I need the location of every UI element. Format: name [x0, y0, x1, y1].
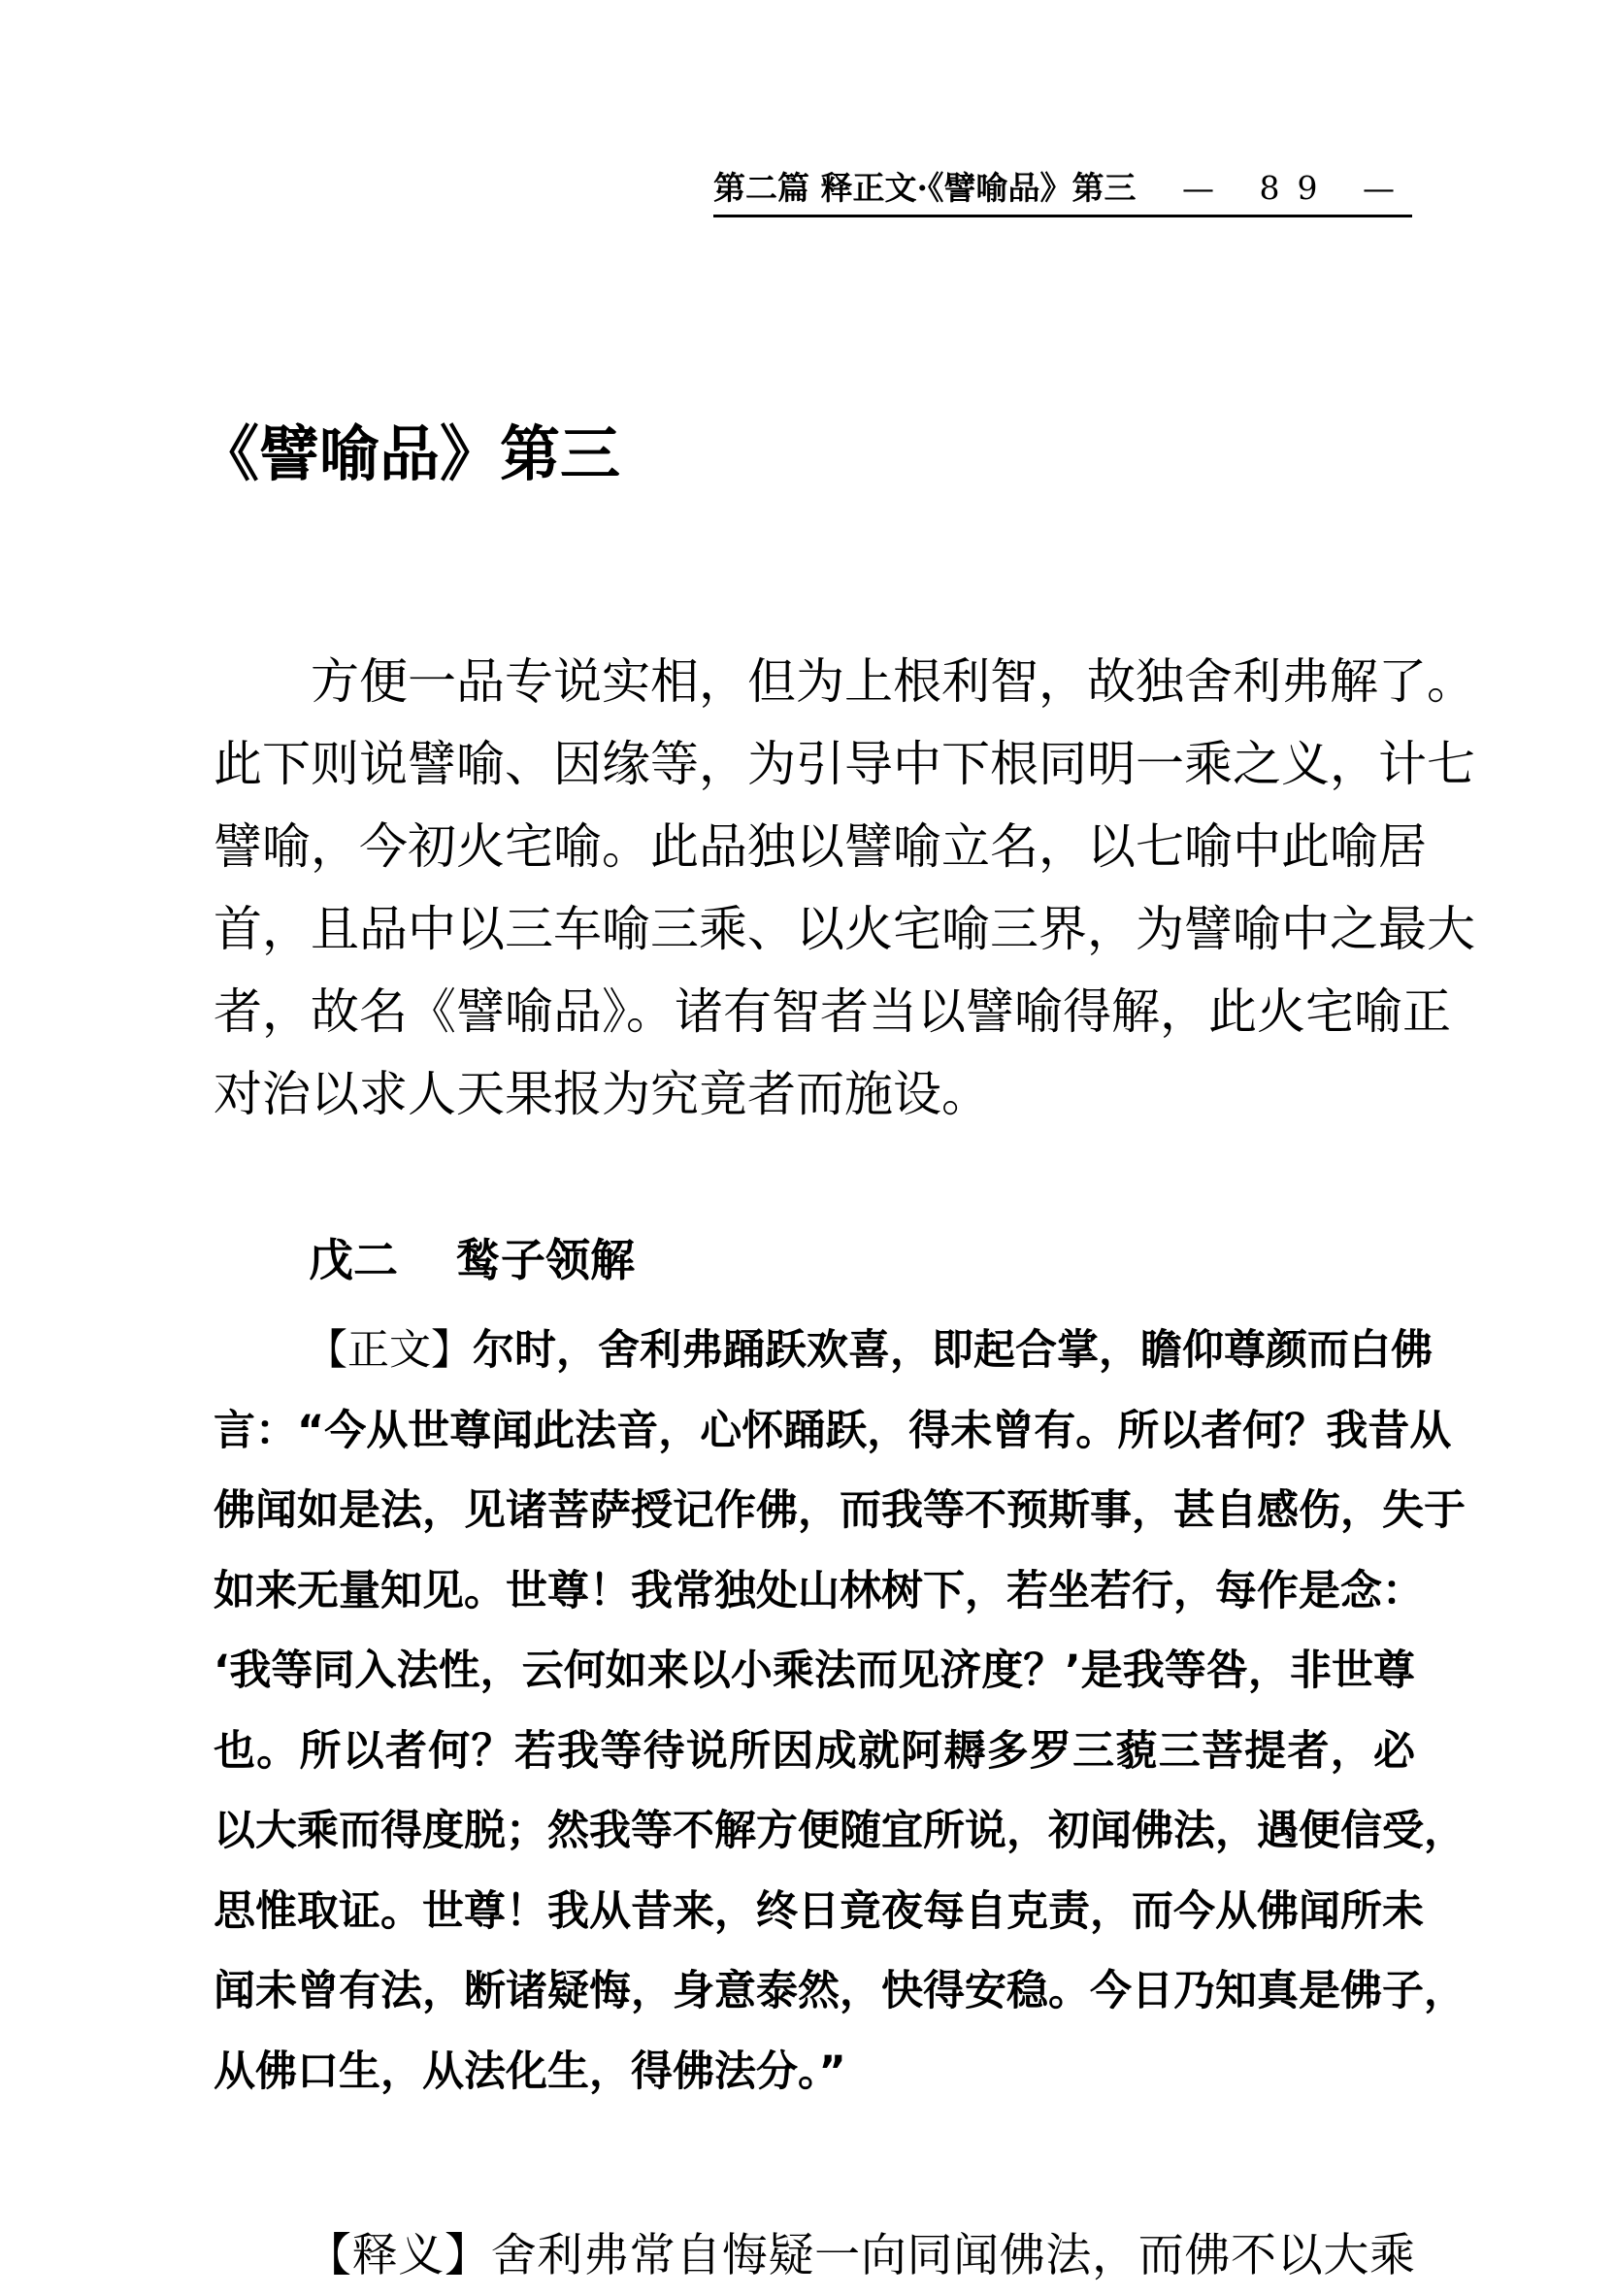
text-line: 言：“今从世尊闻此法音，心怀踊跃，得未曾有。所以者何？我昔从	[214, 1406, 1452, 1455]
text-line	[214, 2216, 1415, 2296]
shiyi-tag: 【释义】	[306, 2229, 491, 2282]
text-line: 闻未曾有法，断诸疑悔，身意泰然，快得安稳。今日乃知真是佛子，	[214, 1967, 1466, 2015]
page-number: — 89 —	[1182, 169, 1412, 207]
text-line	[214, 1311, 1433, 1391]
section-heading	[309, 1225, 635, 1289]
running-title: 第二篇 释正文·《譬喻品》第三	[713, 169, 1137, 207]
section-title: 鹙子领解	[456, 1234, 635, 1286]
text-line: 首，且品中以三车喻三乘、以火宅喻三界，为譬喻中之最大	[214, 901, 1475, 957]
text-line: 者，故名《譬喻品》。诸有智者当以譬喻得解，此火宅喻正	[214, 983, 1451, 1040]
text-segment: 尔时，舍利弗踊跃欢喜，即起合掌，瞻仰尊颜而白佛	[473, 1326, 1433, 1375]
text-line: 方便一品专说实相，但为上根利智，故独舍利弗解了。	[311, 653, 1475, 710]
text-line: 也。所以者何？若我等待说所因成就阿耨多罗三藐三菩提者，必	[214, 1726, 1415, 1776]
commentary-paragraph	[214, 2216, 1415, 2296]
zhengwen-tag: 【正文】	[306, 1326, 473, 1375]
text-line: 对治以求人天果报为究竟者而施设。	[214, 1066, 990, 1122]
text-line: 从佛口生，从法化生，得佛法分。”	[214, 2046, 846, 2096]
text-line: ‘我等同入法性，云何如来以小乘法而见济度？’是我等咎，非世尊	[214, 1647, 1415, 1695]
text-line: 以大乘而得度脱；然我等不解方便随宜所说，初闻佛法，遇便信受，	[214, 1807, 1466, 1855]
chapter-title: 《譬喻品》第三	[199, 418, 621, 489]
text-segment: 舍利弗常自悔疑一向同闻佛法，而佛不以大乘	[490, 2229, 1415, 2282]
scripture-text	[214, 1311, 1466, 2112]
text-line: 如来无量知见。世尊！我常独处山林树下，若坐若行，每作是念：	[214, 1566, 1424, 1615]
section-number: 戊二	[309, 1234, 398, 1286]
text-line: 譬喻，今初火宅喻。此品独以譬喻立名，以七喻中此喻居	[214, 818, 1427, 875]
text-line: 佛闻如是法，见诸菩萨授记作佛，而我等不预斯事，甚自感伤，失于	[214, 1486, 1466, 1535]
text-line: 思惟取证。世尊！我从昔来，终日竟夜每自克责，而今从佛闻所未	[214, 1886, 1424, 1936]
intro-paragraph	[214, 641, 1475, 1136]
running-header	[713, 163, 1412, 217]
text-line: 此下则说譬喻、因缘等，为引导中下根同明一乘之义，计七	[214, 736, 1475, 792]
